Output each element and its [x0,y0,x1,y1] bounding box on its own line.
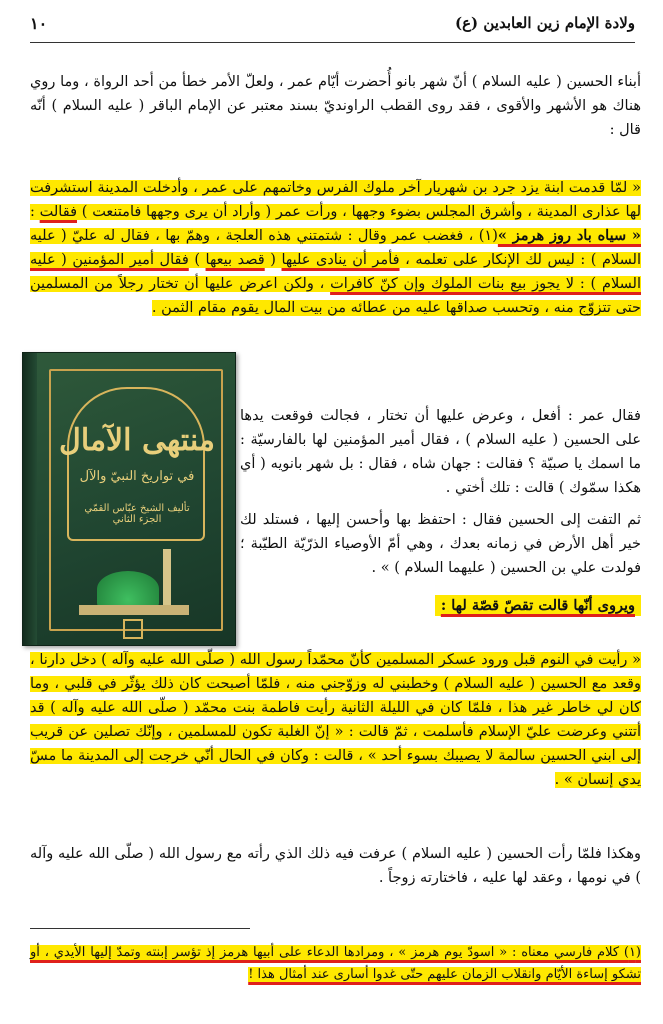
book-title: منتهى الآمال [59,423,215,458]
paragraph-intro: أبناء الحسين ( عليه السلام ) أنّ شهر بانو أُحضرت أيّام عمر ، ولعلّ الأمر خطأ من أحد الرواة ، وما روي هناك هو الأشهر والأقوى ، فقد روى القطب الراونديّ بسند معتبر عن الإمام الباقر ( عليه السلام ) أنّه قال : [30,74,641,138]
book-subtitle: في تواريخ النبيّ والآل [79,469,195,484]
paragraph-conclusion: وهكذا فلمّا رأت الحسين ( عليه السلام ) عرفت فيه ذلك الذي رأته مع رسول الله ( صلّى الله عليه وآله ) في نومها ، وعقد لها عليه ، فاختارته زوجاً . [30,846,641,886]
text-span: (١) ، فغضب عمر وقال : شتمتني هذه العلجة ، وهمّ بها ، فقال له عليّ ( عليه السلام ) : ليس لك الإنكار على تعلمه ، [30,228,641,268]
text-span: ) [188,252,206,268]
paragraph-narration [30,176,641,320]
page-number: ١٠ [30,14,48,33]
underlined-phrase: فأمر أن ينادى عليها [281,252,400,268]
highlight-span [30,180,641,316]
underlined-phrase: فقالت [39,204,77,220]
footnote [30,942,641,986]
book-cover-image [22,352,236,646]
underlined-phrase: قصد بيعها [205,252,265,268]
highlight-span: « رأيت في النوم قبل ورود عسكر المسلمين كأنّ محمّداً رسول الله ( صلّى الله عليه وآله ) دخل دارنا ، وقعد مع الحسين ( عليه السلام ) وخطبني له وزوّجني منه ، فلمّا أصبحت كان ذلك يؤثّر في قلبي ، وما كان لي خاطر غير هذا ، فلمّا كان في الليلة الثانية رأيت فاطمة بنت محمّد ( صلّى الله عليه وآله ) قد أتتني وعرضت عليّ الإسلام فأسلمت ، ثمّ قالت : « إنّ الغلبة تكون للمسلمين ، وإنّك تصلين عن قريب إلى ابني الحسين سالمة لا يصيبك بسوء أحد » ، قالت : وكان في الحال أنّي خرجت إلى المدينة ما مسّ يدي إنسان » . [30,652,641,788]
footnote-rule [30,928,250,929]
publisher-logo-icon [123,619,143,639]
text-span: : [30,204,40,220]
book-author [53,503,221,525]
book-spine [23,353,37,645]
section-heading [240,594,641,618]
text-span: « لمّا قدمت ابنة يزد جرد بن شهريار آخر ملوك الفرس وخاتمهم على عمر ، وأدخلت المدينة استشرفت لها عذارى المدينة ، وأشرق المجلس بضوء وجهها ، ورأت عمر ( وأراد أن يرى وجهها فامتنعت ) [30,180,641,220]
footnote-highlight: (١) كلام فارسي معناه : « اسودّ يوم هرمز » ، ومرادها الدعاء على أبيها هرمز إذ تؤسر إبنته وتمدّ إليها الأيدي ، أو تشكو إساءة الأيّام وانقلاب الزمان عليهم حتّى غدوا أسارى عند أمثال هذا ! [30,945,641,982]
underlined-phrase: فقال أمير المؤمنين ( عليه السلام ) : لا يجوز بيع بنات الملوك وإن كنّ كافرات [30,252,641,292]
persian-quote: « سياه باد روز هرمز » [497,227,641,244]
minaret-graphic [163,549,171,607]
green-dome-graphic [97,571,159,607]
volume-text: الجزء الثاني [112,514,162,525]
header-rule [30,42,635,43]
text-span: ، ولكن اعرض عليها أن تختار رجلاً من المسلمين حتى تتزوّج منه ، وتحسب صداقها عليه من عطائه من بيت المال يقوم مقام الثمن . [30,276,641,316]
author-text: تأليف الشيخ عبّاس القمّي [84,503,190,514]
paragraph-choice: فقال عمر : أفعل ، وعرض عليها أن تختار ، فجالت فوقعت يدها على الحسين ( عليه السلام ) ، فقال أمير المؤمنين لها بالفارسيّة : ما اسمك يا صبيّة ؟ فقالت : جهان شاه ، فقال : بل شهر بانويه ( أي هكذا سمّوك ) قالت : تلك أختي . [240,408,641,496]
page-header [30,12,635,38]
text-span: ( [264,252,282,268]
mosque-base-graphic [79,605,189,615]
paragraph-dream [30,648,641,792]
heading-highlight: ويروى أنّها قالت تقصّ قصّة لها : [435,595,641,616]
paragraph-birth: ثم التفت إلى الحسين فقال : احتفظ بها وأحسن إليها ، فستلد لك خير أهل الأرض في زمانه بعدك ، وهي أمّ الأوصياء الذرّيّة الطيّبة ؛ فولدت علي بن الحسين ( عليهما السلام ) » . [240,512,641,576]
running-title: ولادة الإمام زين العابدين (ع) [454,14,635,32]
